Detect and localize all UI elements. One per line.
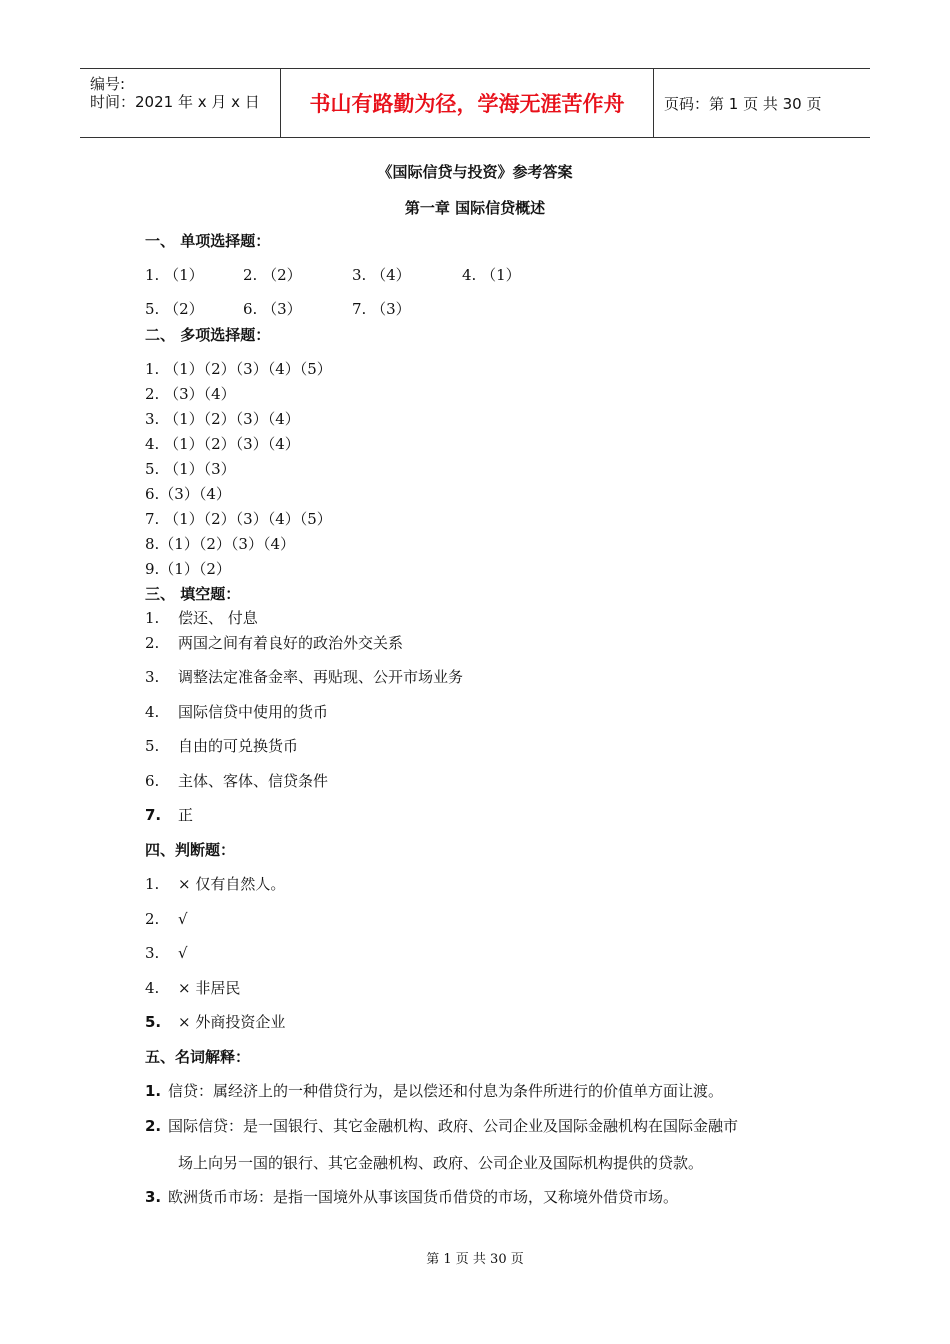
answer-item: 3. （4） <box>352 266 411 284</box>
number-label: 编号: <box>90 75 126 93</box>
answer-text: 偿还、 付息 <box>178 609 258 627</box>
answer-text: 两国之间有着良好的政治外交关系 <box>178 634 404 652</box>
item-number: 1. <box>145 1082 162 1100</box>
item-number: 4. <box>145 703 160 721</box>
section-heading-single-choice: 一、 单项选择题： <box>145 232 271 250</box>
answer-item: 6.（3）（4） <box>145 485 231 503</box>
answer-item: 8.（1）（2）（3）（4） <box>145 535 295 553</box>
section-heading-true-false: 四、判断题： <box>145 841 236 859</box>
section-heading-definitions: 五、名词解释： <box>145 1048 251 1066</box>
answer-text: 主体、客体、信贷条件 <box>178 772 329 790</box>
item-number: 3. <box>145 668 160 686</box>
item-number: 2. <box>145 910 160 928</box>
definition-text: 信贷：属经济上的一种借贷行为，是以偿还和付息为条件所进行的价值单方面让渡。 <box>168 1082 724 1100</box>
answer-text: √ <box>178 944 188 962</box>
item-number: 1. <box>145 609 160 627</box>
answer-item: 4. （1） <box>462 266 521 284</box>
section-heading-fill-blank: 三、 填空题： <box>145 585 241 603</box>
item-number: 3. <box>145 944 160 962</box>
answer-text: 自由的可兑换货币 <box>178 737 299 755</box>
answer-item: 5. （2） <box>145 300 204 318</box>
answer-text: × 非居民 <box>178 979 241 997</box>
answer-item: 9.（1）（2） <box>145 560 231 578</box>
item-number: 6. <box>145 772 160 790</box>
definition-text: 欧洲货币市场：是指一国境外从事该国货币借贷的市场，又称境外借贷市场。 <box>168 1188 679 1206</box>
item-number: 1. <box>145 875 160 893</box>
answer-text: 正 <box>178 806 194 824</box>
page-footer: 第 1 页 共 30 页 <box>426 1252 524 1267</box>
item-number: 7. <box>145 806 162 824</box>
answer-item: 7. （3） <box>352 300 411 318</box>
header-left-cell <box>80 69 281 137</box>
answer-text: √ <box>178 910 188 928</box>
document-title: 《国际信贷与投资》参考答案 <box>377 163 573 181</box>
answer-text: × 仅有自然人。 <box>178 875 286 893</box>
answer-item: 2. （2） <box>243 266 302 284</box>
answer-item: 2. （3）（4） <box>145 385 236 403</box>
answer-item: 7. （1）（2）（3）（4）（5） <box>145 510 332 528</box>
chapter-title: 第一章 国际信贷概述 <box>404 199 546 217</box>
answer-text: 调整法定准备金率、再贴现、公开市场业务 <box>178 668 464 686</box>
item-number: 2. <box>145 634 160 652</box>
item-number: 5. <box>145 737 160 755</box>
answer-item: 4. （1）（2）（3）（4） <box>145 435 300 453</box>
answer-item: 5. （1）（3） <box>145 460 236 478</box>
header-table <box>80 68 870 138</box>
answer-item: 3. （1）（2）（3）（4） <box>145 410 300 428</box>
item-number: 2. <box>145 1117 162 1135</box>
answer-text: × 外商投资企业 <box>178 1013 286 1031</box>
time-label: 时间：2021 年 x 月 x 日 <box>90 93 260 111</box>
definition-text: 国际信贷：是一国银行、其它金融机构、政府、公司企业及国际金融机构在国际金融市 <box>168 1117 739 1135</box>
answer-item: 6. （3） <box>243 300 302 318</box>
item-number: 5. <box>145 1013 162 1031</box>
answer-item: 1. （1） <box>145 266 204 284</box>
motto: 书山有路勤为径，学海无涯苦作舟 <box>281 69 654 137</box>
answer-item: 1. （1）（2）（3）（4）（5） <box>145 360 332 378</box>
definition-text-continued: 场上向另一国的银行、其它金融机构、政府、公司企业及国际机构提供的贷款。 <box>178 1154 704 1172</box>
section-heading-multi-choice: 二、 多项选择题： <box>145 326 271 344</box>
item-number: 3. <box>145 1188 162 1206</box>
answer-text: 国际信贷中使用的货币 <box>178 703 329 721</box>
item-number: 4. <box>145 979 160 997</box>
page-info: 页码：第 1 页 共 30 页 <box>664 94 822 113</box>
